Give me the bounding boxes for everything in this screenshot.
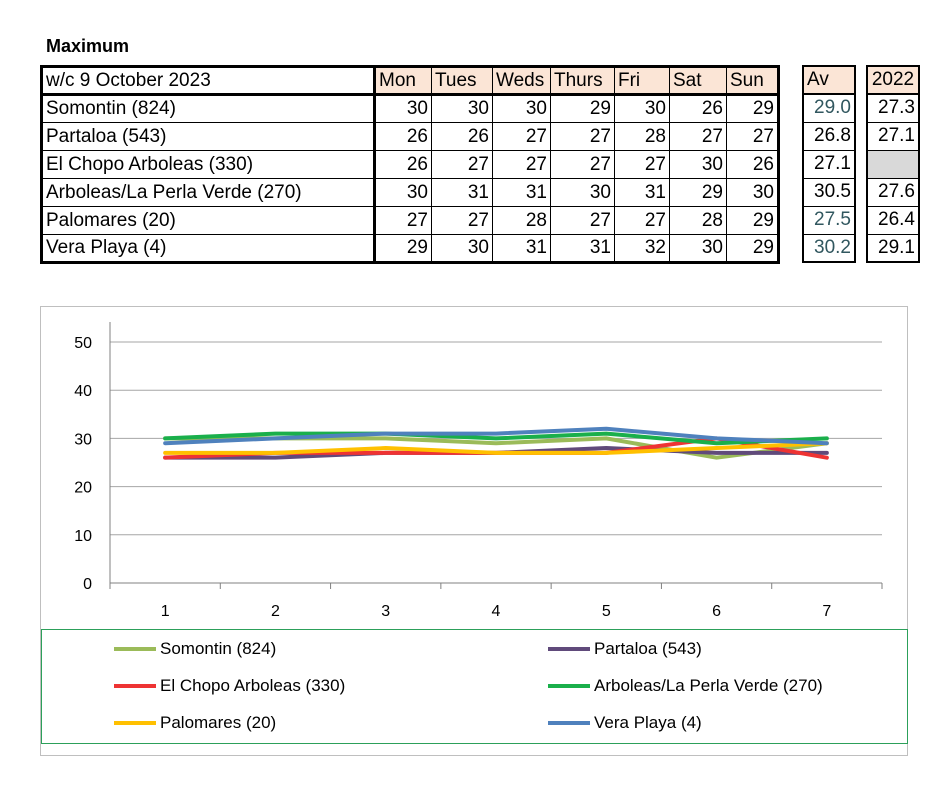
previous-year-cell — [867, 150, 919, 178]
line-chart — [40, 306, 908, 629]
temperature-cell: 30 — [727, 179, 779, 207]
day-header: Tues — [432, 67, 493, 95]
legend-swatch — [548, 647, 590, 651]
average-cell: 29.0 — [803, 94, 855, 122]
table-title: Maximum — [46, 36, 130, 56]
x-tick-label: 7 — [822, 603, 832, 620]
legend-swatch — [548, 684, 590, 688]
table-header-row — [42, 67, 779, 95]
temperature-cell: 27 — [615, 207, 670, 235]
temperature-cell: 26 — [670, 95, 727, 123]
table-row — [42, 151, 779, 179]
table-row — [42, 95, 779, 123]
legend-item — [114, 676, 345, 696]
legend-swatch — [114, 721, 156, 725]
temperature-cell: 27 — [727, 123, 779, 151]
table-row — [42, 235, 779, 263]
temperature-cell: 27 — [551, 151, 615, 179]
previous-year-cell: 27.3 — [867, 94, 919, 122]
x-tick-label: 4 — [491, 603, 501, 620]
temperature-cell: 27 — [670, 123, 727, 151]
table-row — [42, 123, 779, 151]
temperature-cell: 30 — [375, 95, 432, 123]
legend-label: Arboleas/La Perla Verde (270) — [594, 676, 823, 695]
temperature-cell: 27 — [615, 151, 670, 179]
average-cell: 26.8 — [803, 122, 855, 150]
temperature-cell: 27 — [432, 207, 493, 235]
station-name: Partaloa (543) — [42, 123, 375, 151]
temperature-cell: 29 — [727, 95, 779, 123]
average-table — [802, 65, 856, 263]
temperature-cell: 28 — [615, 123, 670, 151]
temperature-cell: 29 — [727, 207, 779, 235]
legend-swatch — [114, 647, 156, 651]
y-tick-label: 40 — [74, 383, 92, 401]
temperature-cell: 27 — [551, 123, 615, 151]
legend-swatch — [114, 684, 156, 688]
temperature-cell: 26 — [375, 123, 432, 151]
average-cell: 30.5 — [803, 178, 855, 206]
table-row — [42, 179, 779, 207]
legend-item — [114, 713, 276, 733]
previous-year-cell: 27.6 — [867, 178, 919, 206]
temperature-cell: 26 — [375, 151, 432, 179]
y-tick-label: 30 — [74, 431, 92, 449]
station-name: El Chopo Arboleas (330) — [42, 151, 375, 179]
day-header: Sat — [670, 67, 727, 95]
x-tick-label: 5 — [601, 603, 611, 620]
temperature-cell: 27 — [493, 151, 551, 179]
temperature-cell: 30 — [615, 95, 670, 123]
chart-legend — [41, 629, 908, 744]
day-header: Weds — [493, 67, 551, 95]
temperature-cell: 31 — [493, 235, 551, 263]
temperature-cell: 30 — [670, 235, 727, 263]
temperature-cell: 27 — [432, 151, 493, 179]
x-tick-label: 6 — [712, 603, 722, 620]
legend-swatch — [548, 721, 590, 725]
day-header: Mon — [375, 67, 432, 95]
x-tick-label: 1 — [160, 603, 170, 620]
previous-year-cell: 29.1 — [867, 234, 919, 262]
legend-item — [548, 639, 702, 659]
temperature-cell: 26 — [432, 123, 493, 151]
previous-year-cell: 26.4 — [867, 206, 919, 234]
table-row — [42, 207, 779, 235]
week-label: w/c 9 October 2023 — [42, 67, 375, 95]
previous-year-cell: 27.1 — [867, 122, 919, 150]
legend-label: Vera Playa (4) — [594, 713, 702, 732]
average-cell: 27.1 — [803, 150, 855, 178]
temperature-cell: 29 — [670, 179, 727, 207]
temperature-cell: 32 — [615, 235, 670, 263]
temperature-cell: 29 — [551, 95, 615, 123]
temperature-cell: 31 — [432, 179, 493, 207]
temperature-cell: 26 — [727, 151, 779, 179]
y-tick-label: 20 — [74, 479, 92, 497]
temperature-cell: 27 — [493, 123, 551, 151]
temperature-cell: 29 — [727, 235, 779, 263]
previous-year-table — [866, 65, 920, 263]
station-name: Vera Playa (4) — [42, 235, 375, 263]
y-tick-label: 10 — [74, 527, 92, 545]
temperature-cell: 30 — [432, 95, 493, 123]
legend-label: Somontin (824) — [160, 639, 277, 658]
temperature-cell: 31 — [615, 179, 670, 207]
legend-label: El Chopo Arboleas (330) — [160, 676, 346, 695]
temperature-cell: 28 — [670, 207, 727, 235]
day-header: Sun — [727, 67, 779, 95]
legend-item — [114, 639, 276, 659]
temperature-cell: 30 — [432, 235, 493, 263]
average-cell: 27.5 — [803, 206, 855, 234]
average-header: Av — [803, 66, 855, 94]
day-header: Fri — [615, 67, 670, 95]
average-cell: 30.2 — [803, 234, 855, 262]
temperature-cell: 27 — [375, 207, 432, 235]
legend-label: Palomares (20) — [160, 713, 277, 732]
y-tick-label: 50 — [74, 335, 92, 352]
temperature-cell: 30 — [551, 179, 615, 207]
station-name: Somontin (824) — [42, 95, 375, 123]
legend-item — [548, 676, 823, 696]
day-header: Thurs — [551, 67, 615, 95]
temperature-cell: 30 — [493, 95, 551, 123]
max-temperature-table — [40, 65, 780, 264]
temperature-cell: 31 — [493, 179, 551, 207]
x-tick-label: 2 — [270, 603, 280, 620]
temperature-cell: 30 — [375, 179, 432, 207]
x-tick-label: 3 — [381, 603, 391, 620]
y-tick-label: 0 — [83, 576, 92, 593]
station-name: Arboleas/La Perla Verde (270) — [42, 179, 375, 207]
temperature-cell: 31 — [551, 235, 615, 263]
legend-label: Partaloa (543) — [594, 639, 702, 658]
temperature-cell: 30 — [670, 151, 727, 179]
legend-item — [548, 713, 702, 733]
temperature-cell: 29 — [375, 235, 432, 263]
temperature-cell: 27 — [551, 207, 615, 235]
temperature-cell: 28 — [493, 207, 551, 235]
previous-year-header: 2022 — [867, 66, 919, 94]
station-name: Palomares (20) — [42, 207, 375, 235]
